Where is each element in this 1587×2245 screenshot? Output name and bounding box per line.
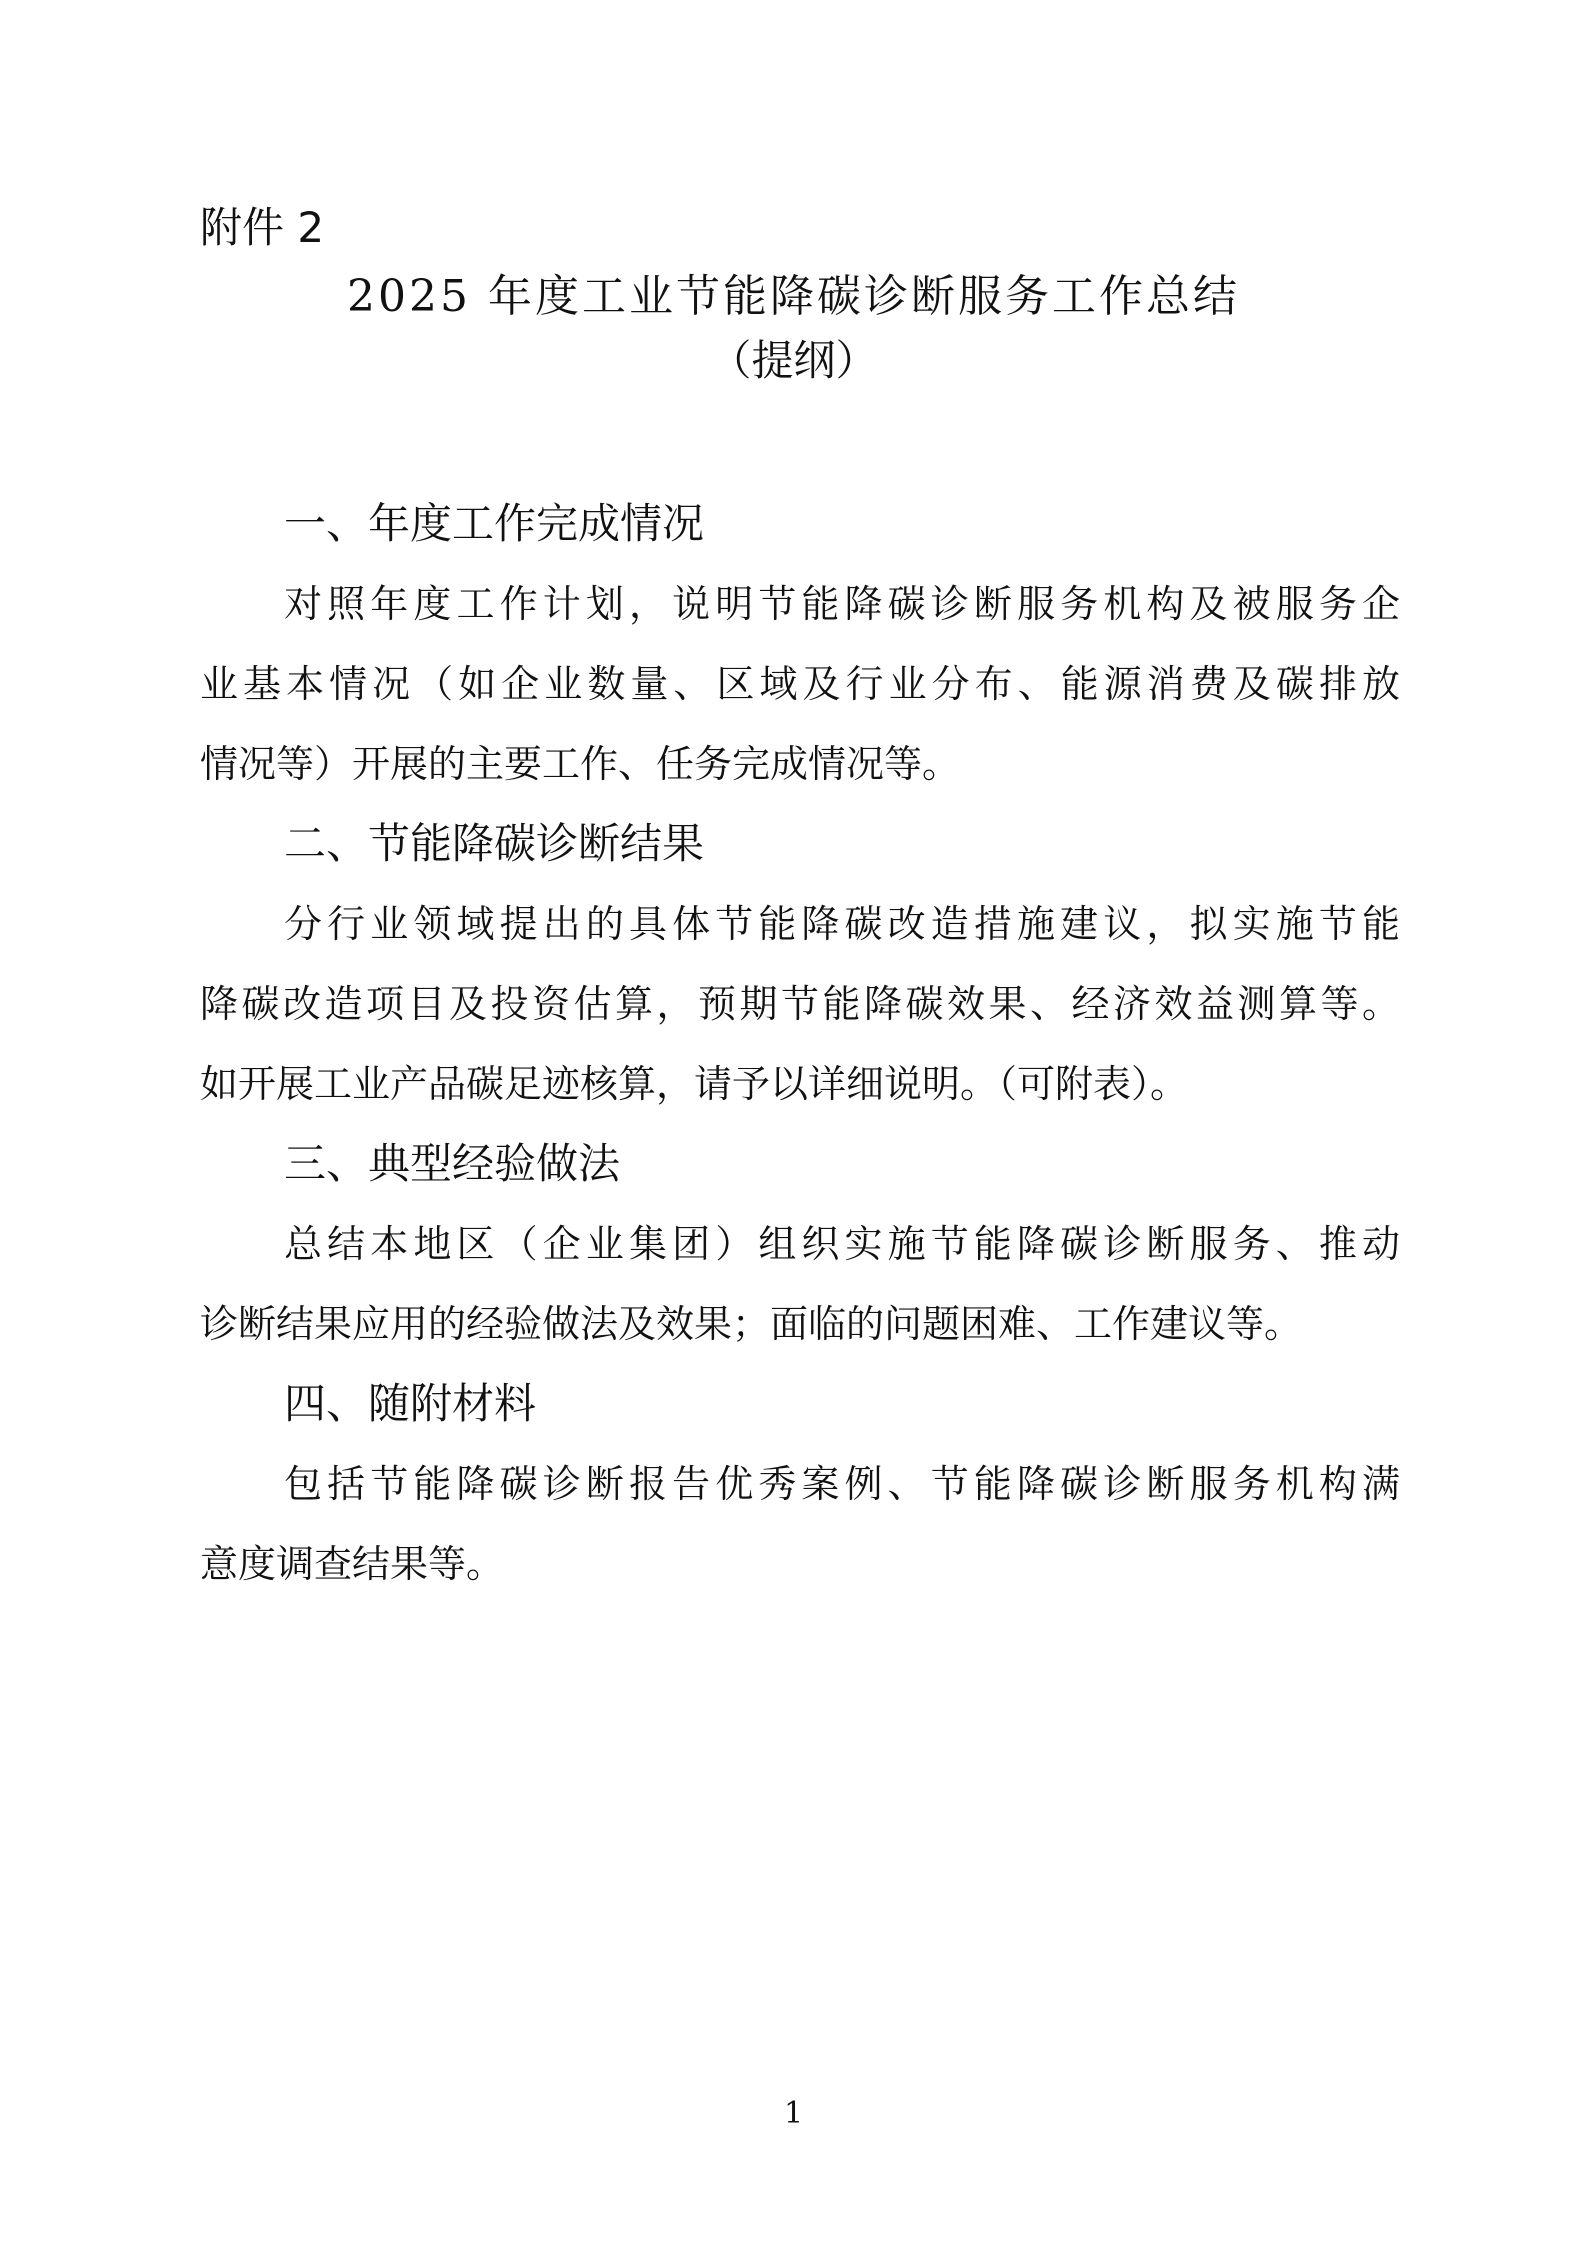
- section-paragraph: [200, 564, 1400, 804]
- paragraph-line: 降碳改造项目及投资估算，预期节能降碳效果、经济效益测算等。: [200, 982, 1400, 1026]
- paragraph-line: 包括节能降碳诊断报告优秀案例、节能降碳诊断服务机构满: [284, 1462, 1400, 1506]
- paragraph-line: 分行业领域提出的具体节能降碳改造措施建议，拟实施节能: [284, 902, 1400, 946]
- paragraph-line: 总结本地区（企业集团）组织实施节能降碳诊断服务、推动: [284, 1222, 1400, 1266]
- section-annual-work: [200, 484, 1400, 804]
- document-subtitle: （提纲）: [709, 336, 878, 385]
- paragraph-line: 如开展工业产品碳足迹核算，请予以详细说明。（可附表）。: [200, 1062, 1189, 1106]
- document-title: 2025 年度工业节能降碳诊断服务工作总结: [347, 271, 1240, 322]
- section-paragraph: [200, 1444, 1400, 1604]
- section-diagnosis-results: [200, 804, 1400, 1124]
- attachment-label: 附件 2: [200, 203, 325, 252]
- section-heading: 四、随附材料: [284, 1379, 537, 1428]
- paragraph-line: 业基本情况（如企业数量、区域及行业分布、能源消费及碳排放: [200, 662, 1400, 706]
- section-paragraph: [200, 1204, 1400, 1364]
- paragraph-line: 情况等）开展的主要工作、任务完成情况等。: [200, 742, 961, 786]
- section-paragraph: [200, 884, 1400, 1124]
- paragraph-line: 对照年度工作计划，说明节能降碳诊断服务机构及被服务企: [284, 582, 1400, 626]
- paragraph-line: 意度调查结果等。: [200, 1542, 505, 1586]
- section-typical-experience: [200, 1124, 1400, 1364]
- document-body: [200, 484, 1400, 1604]
- section-heading: 三、典型经验做法: [284, 1139, 621, 1188]
- section-heading: 二、节能降碳诊断结果: [284, 819, 705, 868]
- section-attached-materials: [200, 1364, 1400, 1604]
- section-heading: 一、年度工作完成情况: [284, 499, 705, 548]
- paragraph-line: 诊断结果应用的经验做法及效果；面临的问题困难、工作建议等。: [200, 1302, 1303, 1346]
- page-number: 1: [783, 2096, 804, 2131]
